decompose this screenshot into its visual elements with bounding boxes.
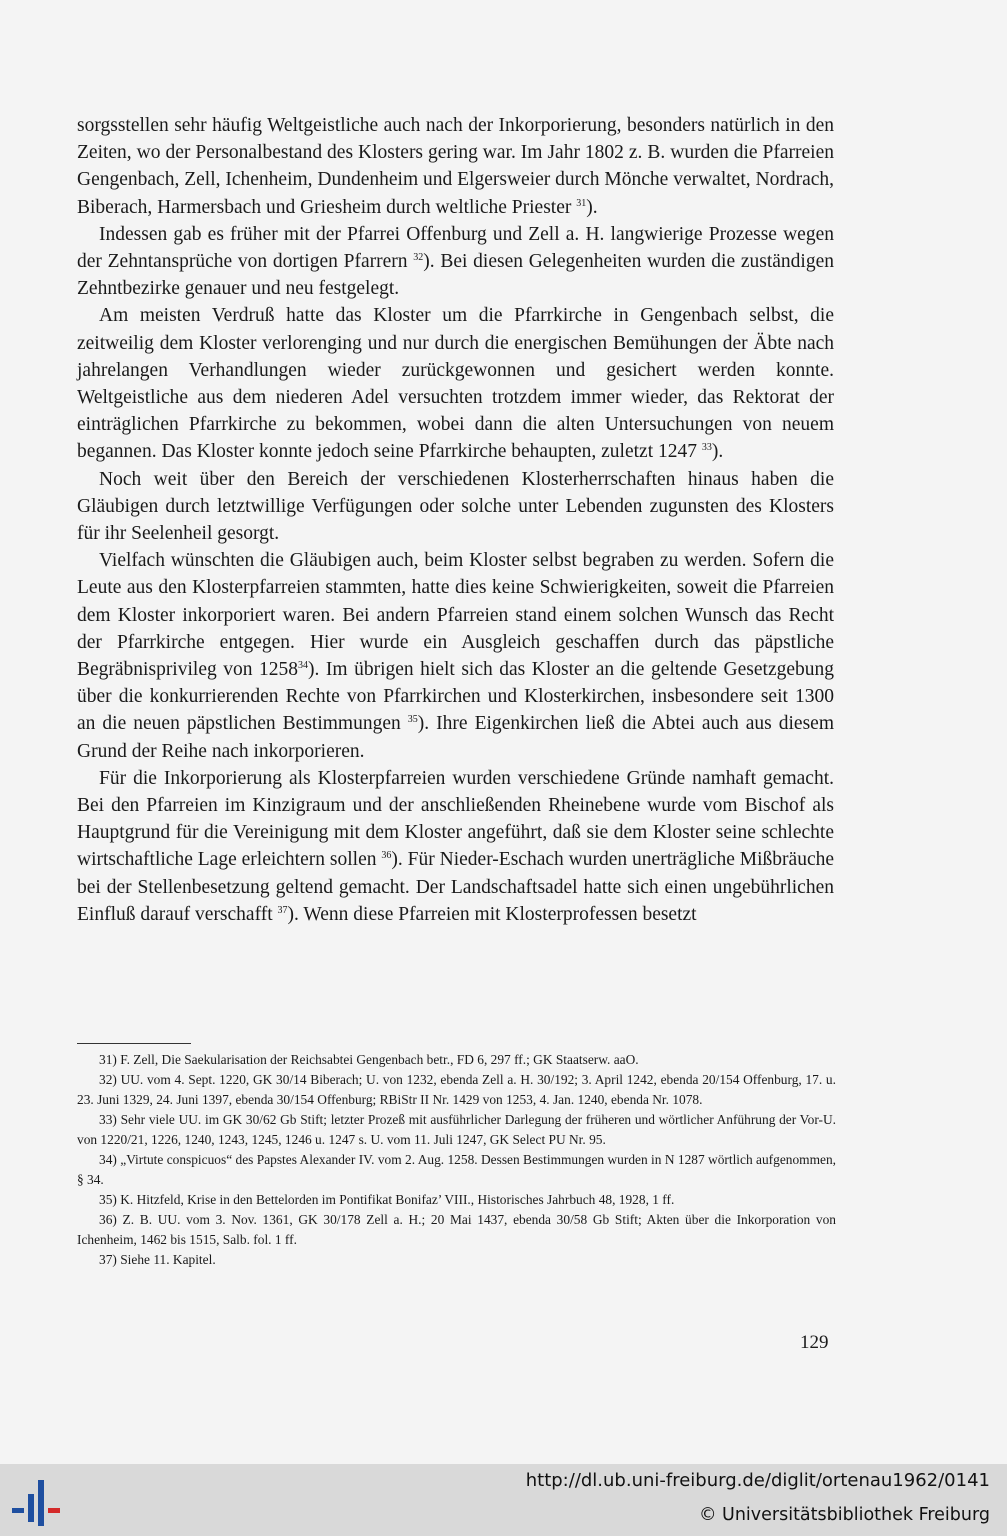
footnote-text: Z. B. UU. vom 3. Nov. 1361, GK 30/178 Zell a. H.; 20 Mai 1437, ebenda 30/58 Gb Stift; Akten über die Inkorporation von Ichenheim, 1462 bis 1515, Salb. fol. 1 ff. (77, 1212, 836, 1247)
body-text (77, 112, 834, 928)
paragraph-text: Am meisten Verdruß hatte das Kloster um die Pfarrkirche in Gengenbach selbst, die zeitweilig dem Kloster verlorenging und nur durch die energischen Bemühungen der Äbte nach jahrelangen Verhandlungen wieder zurückgewonnen und gesichert werden konnte. Weltgeistliche aus dem niederen Adel versuchten trotzdem immer wieder, das Rektorat der einträglichen Pfarrkirche zu bekommen, wobei dann die alten Untersuchungen von neuem begannen. Das Kloster konnte jedoch seine Pfarrkirche behaupten, zuletzt 1247 (77, 305, 834, 463)
footnote (77, 1110, 836, 1150)
footnote-number: 34) (99, 1152, 117, 1167)
footnote-number: 35) (99, 1192, 117, 1207)
library-logo-icon (12, 1474, 62, 1530)
paragraph-text: Vielfach wünschten die Gläubigen auch, beim Kloster selbst begraben zu werden. Sofern die Leute aus den Klosterpfarreien stammten, hatte dies keine Schwierigkeiten, soweit die Pfarreien dem Kloster inkorporiert waren. Bei andern Pfarreien stand einem solchen Wunsch das Recht der Pfarrkirche entgegen. Hier wurde ein Ausgleich geschaffen durch das päpstliche Begräbnisprivileg von 1258 (77, 550, 834, 681)
paragraph (77, 302, 834, 465)
permalink[interactable]: http://dl.ub.uni-freiburg.de/diglit/ortenau1962/0141 (525, 1470, 990, 1491)
footnote-ref: 36 (381, 850, 392, 862)
footnote-number: 33) (99, 1112, 117, 1127)
page-number: 129 (800, 1332, 829, 1353)
footnote-divider (77, 1043, 191, 1044)
footnote (77, 1070, 836, 1110)
paragraph (77, 547, 834, 765)
paragraph (77, 765, 834, 928)
paragraph-text: sorgsstellen sehr häufig Weltgeistliche auch nach der Inkorporierung, besonders natürlich in den Zeiten, wo der Personalbestand des Klosters gering war. Im Jahr 1802 z. B. wurden die Pfarreien Gengenbach, Zell, Ichenheim, Dundenheim und Elgersweier durch Mönche verwaltet, Nordrach, Biberach, Harmersbach und Griesheim durch weltliche Priester (77, 115, 834, 218)
footnote-ref: 35 (407, 714, 418, 726)
footnotes (77, 1050, 836, 1270)
paragraph (77, 112, 834, 221)
footnote-text: K. Hitzfeld, Krise in den Bettelorden im Pontifikat Bonifaz’ VIII., Historisches Jahrbuch 48, 1928, 1 ff. (120, 1192, 675, 1207)
footnote-ref: 34 (298, 660, 309, 672)
footnote (77, 1250, 836, 1270)
footnote-number: 37) (99, 1252, 117, 1267)
paragraph-text: ). Im übrigen hielt sich das Kloster an die geltende Gesetzgebung über die konkurrierenden Rechte von Pfarrkirchen und Klosterkirchen, insbesondere seit 1300 an die neuen päpstlichen Bestimmungen (77, 659, 834, 735)
footnote-ref: 33 (701, 442, 712, 454)
footnote-text: UU. vom 4. Sept. 1220, GK 30/14 Biberach; U. von 1232, ebenda Zell a. H. 30/192; 3. April 1242, ebenda 20/154 Offenburg, 17. u. 23. Juni 1329, 24. Juni 1397, ebenda 30/154 Offenburg; RBiStr II Nr. 1429 von 1253, 4. Jan. 1240, ebenda Nr. 1078. (77, 1072, 836, 1107)
footnote-text: „Virtute conspicuos“ des Papstes Alexander IV. vom 2. Aug. 1258. Dessen Bestimmungen wurden in N 1287 wörtlich aufgenommen, § 34. (77, 1152, 836, 1187)
footnote-text: Sehr viele UU. im GK 30/62 Gb Stift; letzter Prozeß mit ausführlicher Darlegung der früheren und wörtlicher Anführung der Vor-U. von 1220/21, 1226, 1240, 1243, 1245, 1246 u. 1247 s. U. vom 11. Juli 1247, GK Select PU Nr. 95. (77, 1112, 836, 1147)
footnote (77, 1210, 836, 1250)
footnote-text: Siehe 11. Kapitel. (120, 1252, 216, 1267)
paragraph: Noch weit über den Bereich der verschiedenen Klosterherrschaften hinaus haben die Gläubigen durch letztwillige Verfügungen oder solche unter Lebenden zugunsten des Klosters für ihr Seelenheil gesorgt. (77, 468, 834, 545)
footnote-number: 31) (99, 1052, 117, 1067)
copyright-notice: © Universitätsbibliothek Freiburg (698, 1505, 990, 1525)
paragraph-text: Indessen gab es früher mit der Pfarrei Offenburg und Zell a. H. langwierige Prozesse wegen der Zehntansprüche von dortigen Pfarrern (77, 223, 834, 273)
footnote (77, 1050, 836, 1070)
footnote (77, 1190, 836, 1210)
footnote-ref: 37 (277, 904, 288, 916)
paragraph-text: ). Wenn diese Pfarreien mit Klosterprofessen besetzt (287, 903, 697, 925)
paragraph-text: ). Bei diesen Gelegenheiten wurden die zuständigen Zehntbezirke genauer und neu festgelegt. (77, 251, 834, 300)
paragraph-text: ). Ihre Eigenkirchen ließ die Abtei auch aus diesem Grund der Reihe nach inkorporieren. (77, 713, 834, 762)
paragraph-text: ). (586, 196, 598, 218)
viewer-footer (0, 1464, 1007, 1536)
footnote (77, 1150, 836, 1190)
paragraph-text: Für die Inkorporierung als Klosterpfarreien wurden verschiedene Gründe namhaft gemacht. Bei den Pfarreien im Kinzigraum und der anschließenden Rheinebene wurde vom Bischof als Hauptgrund für die Vereinigung mit dem Kloster angeführt, daß sie dem Kloster seine schlechte wirtschaftliche Lage erleichtern sollen (77, 767, 834, 871)
footnote-number: 36) (99, 1212, 117, 1227)
footnote-ref: 32 (413, 252, 424, 264)
footnote-text: F. Zell, Die Saekularisation der Reichsabtei Gengenbach betr., FD 6, 297 ff.; GK Staatserw. aaO. (120, 1052, 639, 1067)
footnote-number: 32) (99, 1072, 117, 1087)
paragraph-text: ). (711, 441, 724, 463)
paragraph (77, 221, 834, 303)
footnote-ref: 31 (576, 197, 587, 209)
paragraph-text: ). Für Nieder-Eschach wurden unerträgliche Mißbräuche bei der Stellenbesetzung geltend gemacht. Der Landschaftsadel hatte sich einen ungebührlichen Einfluß darauf verschafft (77, 849, 835, 925)
